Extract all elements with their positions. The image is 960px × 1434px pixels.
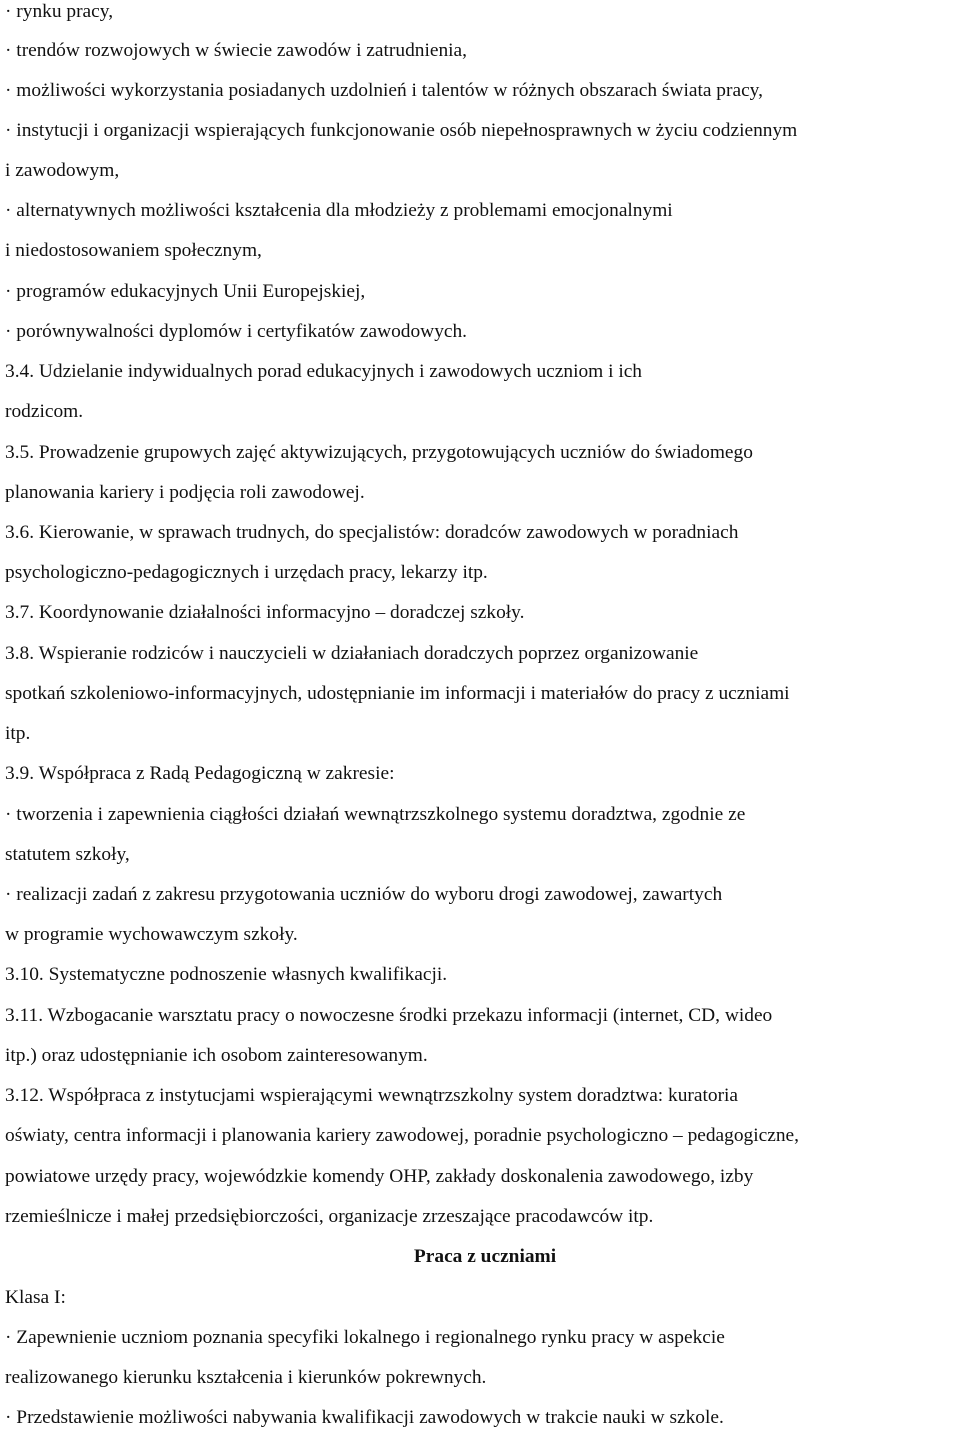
text-line: 3.4. Udzielanie indywidualnych porad edukacyjnych i zawodowych uczniom i ich bbox=[5, 361, 643, 382]
text-line: · Przedstawienie możliwości nabywania kwalifikacji zawodowych w trakcie nauki w szkole. bbox=[5, 1407, 724, 1428]
text-line: statutem szkoły, bbox=[5, 844, 130, 865]
text-line: 3.9. Współpraca z Radą Pedagogiczną w zakresie: bbox=[5, 763, 395, 784]
text-line: powiatowe urzędy pracy, wojewódzkie komendy OHP, zakłady doskonalenia zawodowego, izby bbox=[5, 1166, 754, 1187]
text-line: · tworzenia i zapewnienia ciągłości działań wewnątrzszkolnego systemu doradztwa, zgodnie ze bbox=[5, 804, 746, 825]
text-line: · rynku pracy, bbox=[5, 1, 114, 22]
text-line: w programie wychowawczym szkoły. bbox=[5, 924, 298, 945]
text-line: psychologiczno-pedagogicznych i urzędach pracy, lekarzy itp. bbox=[5, 562, 488, 583]
text-line: 3.11. Wzbogacanie warsztatu pracy o nowoczesne środki przekazu informacji (internet, CD, wideo bbox=[5, 1005, 773, 1026]
text-line: rzemieślnicze i małej przedsiębiorczości, organizacje zrzeszające pracodawców itp. bbox=[5, 1206, 654, 1227]
text-line: itp.) oraz udostępnianie ich osobom zainteresowanym. bbox=[5, 1045, 428, 1066]
text-line: · porównywalności dyplomów i certyfikatów zawodowych. bbox=[5, 321, 468, 342]
section-heading: Praca z uczniami bbox=[413, 1246, 557, 1267]
text-line: 3.7. Koordynowanie działalności informacyjno – doradczej szkoły. bbox=[5, 602, 525, 623]
text-line: · Zapewnienie uczniom poznania specyfiki lokalnego i regionalnego rynku pracy w aspekcie bbox=[5, 1327, 725, 1348]
text-line: 3.6. Kierowanie, w sprawach trudnych, do specjalistów: doradców zawodowych w poradniach bbox=[5, 522, 739, 543]
text-line: 3.5. Prowadzenie grupowych zajęć aktywizujących, przygotowujących uczniów do świadomego bbox=[5, 442, 753, 463]
text-line: rodzicom. bbox=[5, 401, 84, 422]
text-line: i niedostosowaniem społecznym, bbox=[5, 240, 262, 261]
text-line: spotkań szkoleniowo-informacyjnych, udostępnianie im informacji i materiałów do pracy z uczniami bbox=[5, 683, 790, 704]
text-line: 3.8. Wspieranie rodziców i nauczycieli w działaniach doradczych poprzez organizowanie bbox=[5, 643, 699, 664]
text-line: · możliwości wykorzystania posiadanych uzdolnień i talentów w różnych obszarach świata pracy, bbox=[5, 80, 763, 101]
text-line: · trendów rozwojowych w świecie zawodów i zatrudnienia, bbox=[5, 40, 467, 61]
text-line: i zawodowym, bbox=[5, 160, 120, 181]
text-line: itp. bbox=[5, 723, 31, 744]
text-line: 3.10. Systematyczne podnoszenie własnych kwalifikacji. bbox=[5, 964, 448, 985]
text-line: 3.12. Współpraca z instytucjami wspierającymi wewnątrzszkolny system doradztwa: kuratoria bbox=[5, 1085, 739, 1106]
text-line: realizowanego kierunku kształcenia i kierunków pokrewnych. bbox=[5, 1367, 487, 1388]
text-line: oświaty, centra informacji i planowania kariery zawodowej, poradnie psychologiczno – pedagogiczne, bbox=[5, 1125, 800, 1146]
text-line: · alternatywnych możliwości kształcenia dla młodzieży z problemami emocjonalnymi bbox=[5, 200, 673, 221]
text-line: planowania kariery i podjęcia roli zawodowej. bbox=[5, 482, 365, 503]
class-label: Klasa I: bbox=[5, 1287, 66, 1308]
text-line: · realizacji zadań z zakresu przygotowania uczniów do wyboru drogi zawodowej, zawartych bbox=[5, 884, 723, 905]
text-line: · instytucji i organizacji wspierających funkcjonowanie osób niepełnosprawnych w życiu codziennym bbox=[5, 120, 798, 141]
text-line: · programów edukacyjnych Unii Europejskiej, bbox=[5, 281, 366, 302]
